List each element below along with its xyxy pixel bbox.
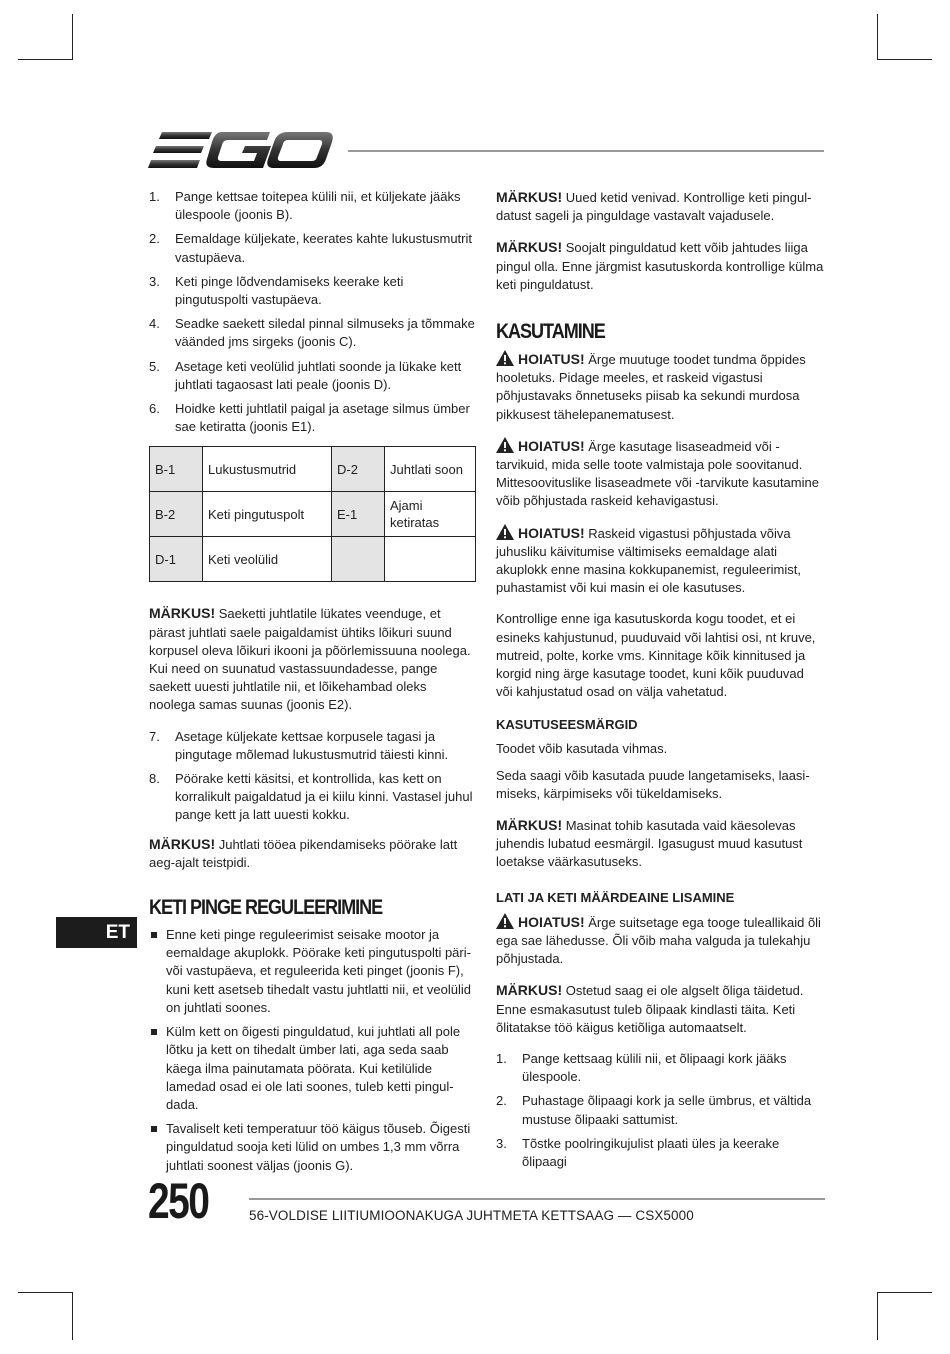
warning-triangle-icon xyxy=(496,524,514,540)
list-item: 6. Hoidke ketti juhtlatil paigal ja asetage silmus ümber sae ketiratta (joonis E1). xyxy=(149,401,470,435)
table-cell: B-1 xyxy=(150,447,203,492)
right-column xyxy=(496,188,824,1181)
ego-logo xyxy=(148,128,333,174)
warning-triangle-icon xyxy=(496,437,514,453)
table-cell: D-1 xyxy=(150,537,203,582)
footer-rule xyxy=(249,1198,825,1200)
table-cell: E-1 xyxy=(332,492,385,537)
list-item: 4. Seadke saekett siledal pinnal silmuseks ja tõmmake väänded jms sirgeks (joonis C). xyxy=(149,316,475,350)
crop-mark xyxy=(18,1292,73,1293)
section-heading: KETI PINGE REGULEERIMINE xyxy=(149,896,383,920)
table-cell xyxy=(332,537,385,582)
list-item: 2. Puhastage õlipaagi kork ja selle ümbrus, et vältida mustuse õlipaaki sattumist. xyxy=(496,1093,812,1127)
footer-title: 56-VOLDISE LIITIUMIOONAKUGA JUHTMETA KETTSAAG — CSX5000 xyxy=(249,1208,694,1223)
list-item: 3. Tõstke poolringikujulist plaati üles ja keerake õlipaagi xyxy=(496,1135,780,1169)
header-rule xyxy=(348,150,824,152)
list-item: Tavaliselt keti temperatuur töö käigus tõuseb. Õigesti pinguldatud sooja keti lülid on umbes 1,3 mm võrra juhtlati soonest väljas (joonis G). xyxy=(149,1120,476,1175)
crop-mark xyxy=(877,1292,878,1340)
assembly-steps-list-continued xyxy=(149,728,476,825)
page-number: 250 xyxy=(148,1173,209,1229)
warning-paragraph: HOIATUS! Ärge muutuge toodet tundma õppides hooletuks. Pidage meeles, et raskeid vigastusi põhjustavaks õnnetuseks piisab ka sekundi murdosa pikkusest tähelepanematusest. xyxy=(496,351,806,422)
body-paragraph: Kontrollige enne iga kasutuskorda kogu toodet, et ei esineks kahjustunud, puuduvaid või lahtisi osi, nt kruve, mutreid, polte, korke vms. Kinnitage kõik kinnitused ja korgid ning ärge kasutage toodet, kuni kõik puuduvad või kahjustatud osad on välja vahetatud. xyxy=(496,611,816,700)
square-bullet-icon xyxy=(151,1126,157,1132)
table-cell: Keti veolülid xyxy=(203,537,332,582)
parts-table xyxy=(149,446,476,582)
table-row xyxy=(150,492,476,537)
tension-bullet-list xyxy=(149,926,476,1175)
crop-mark xyxy=(877,59,932,60)
list-item: 1. Pange kettsae toitepea külili nii, et küljekate jääks ülespoole (joonis B). xyxy=(149,189,461,223)
note-paragraph: MÄRKUS! Ostetud saag ei ole algselt õliga täidetud. Enne esmakasutust tuleb õlipaak kindlasti täita. Keti õlitatakse töö käigus ketiõliga automaatselt. xyxy=(496,982,804,1035)
note-paragraph: MÄRKUS! Uued ketid venivad. Kontrollige keti pinguldatust sageli ja pinguldage vastavalt vajadusele. xyxy=(496,189,812,224)
table-cell xyxy=(385,537,476,582)
oil-steps-list xyxy=(496,1050,824,1171)
note-paragraph: MÄRKUS! Masinat tohib kasutada vaid käesolevas juhendis lubatud eesmärgil. Igasugust muud kasutust loetakse väärkasutuseks. xyxy=(496,817,803,870)
table-row xyxy=(150,537,476,582)
list-item: 3. Keti pinge lõdvendamiseks keerake keti pingutuspolti vastupäeva. xyxy=(149,273,404,308)
crop-mark xyxy=(72,14,73,60)
square-bullet-icon xyxy=(151,1029,157,1035)
warning-triangle-icon xyxy=(496,350,514,366)
crop-mark xyxy=(72,1292,73,1340)
list-item: 5. Asetage keti veolülid juhtlati soonde ja lükake kett juhtlati tagaosast lati peale (joonis D). xyxy=(149,358,462,392)
section-heading: KASUTAMINE xyxy=(496,320,605,344)
table-cell: Juhtlati soon xyxy=(385,447,476,492)
table-cell: Lukustusmutrid xyxy=(203,447,332,492)
note-paragraph: MÄRKUS! Soojalt pinguldatud kett võib jahtudes liiga pingul olla. Enne järgmist kasutuskorda kontrollige külma keti pinguldatust. xyxy=(496,239,824,292)
warning-triangle-icon xyxy=(496,913,514,929)
square-bullet-icon xyxy=(151,932,157,938)
table-cell: Keti pingutuspolt xyxy=(203,492,332,537)
note-paragraph: MÄRKUS! Juhtlati tööea pikendamiseks pöörake latt aeg-ajalt teistpidi. xyxy=(149,835,458,870)
table-row xyxy=(150,447,476,492)
left-column xyxy=(149,188,476,1181)
crop-mark xyxy=(18,59,73,60)
list-item: 8. Pöörake ketti käsitsi, et kontrollida, kas kett on korralikult paigaldatud ja ei kiilu kinni. Vastasel juhul pange kett ja latt uuesti kokku. xyxy=(149,771,473,823)
table-cell: Ajami ketiratas xyxy=(385,492,476,537)
table-cell: B-2 xyxy=(150,492,203,537)
crop-mark xyxy=(877,1292,932,1293)
list-item: 7. Asetage küljekate kettsae korpusele tagasi ja pingutage mõlemad lukustusmutrid täiesti kinni. xyxy=(149,728,449,762)
warning-paragraph: HOIATUS! Ärge kasutage lisaseadmeid või -tarvikuid, mida selle toote valmistaja pole soovitanud. Mittesoovituslike lisaseadmete või -tarvikute kasutamine võib põhjustada raskeid kehavigastusi. xyxy=(496,437,819,509)
assembly-steps-list xyxy=(149,188,476,436)
language-tab: ET xyxy=(56,917,137,948)
body-paragraph: Seda saagi võib kasutada puude langetamiseks, laasimiseks, kärpimiseks või tükeldamiseks. xyxy=(496,767,810,801)
list-item: Külm kett on õigesti pinguldatud, kui juhtlati all pole lõtku ja kett on tihedalt ümber lati, aga seda saab käega ilma painutamata pöörata. Kui ketilülide lamedad osad ei ole lati soones, tuleb ketti pinguldada. xyxy=(149,1023,476,1114)
warning-paragraph: HOIATUS! Ärge suitsetage ega tooge tuleallikaid õli ega sae lähedusse. Õli võib maha valguda ja tulekahju põhjustada. xyxy=(496,913,821,967)
body-paragraph: Toodet võib kasutada vihmas. xyxy=(496,741,668,757)
list-item: 2. Eemaldage küljekate, keerates kahte lukustusmutrit vastupäeva. xyxy=(149,231,472,265)
list-item: Enne keti pinge reguleerimist seisake mootor ja eemaldage akuplokk. Pöörake keti pingutuspolti päri- või vastupäeva, et reguleerida keti pinget (joonis F), kuni kett asetseb tihedalt vastu juhtlatti nii, et veolülid on juhtlati soones. xyxy=(149,926,476,1017)
note-paragraph: MÄRKUS! Saeketti juhtlatile lükates veenduge, et pärast juhtlati saele paigaldamist ühtiks lõikuri suund korpusel oleva lõikuri ikooni ja põörlemissuuna noolega. Kui need on suunatud vastassuundadesse, pange saekett uuesti juhtlatile nii, et lõikehambad oleks noolega samas suunas (joonis E2). xyxy=(149,605,471,713)
subsection-heading: LATI JA KETI MÄÄRDEAINE LISAMINE xyxy=(496,889,735,905)
table-cell: D-2 xyxy=(332,447,385,492)
crop-mark xyxy=(877,14,878,60)
warning-paragraph: HOIATUS! Raskeid vigastusi põhjustada võiva juhusliku käivitumise vältimiseks eemaldage alati akuplokk enne masina kokkupanemist, reguleerimist, puhastamist või kui masin ei ole kasutuses. xyxy=(496,524,801,596)
list-item: 1. Pange kettsaag külili nii, et õlipaagi kork jääks ülespoole. xyxy=(496,1050,787,1085)
subsection-heading: KASUTUSEESMÄRGID xyxy=(496,717,638,733)
